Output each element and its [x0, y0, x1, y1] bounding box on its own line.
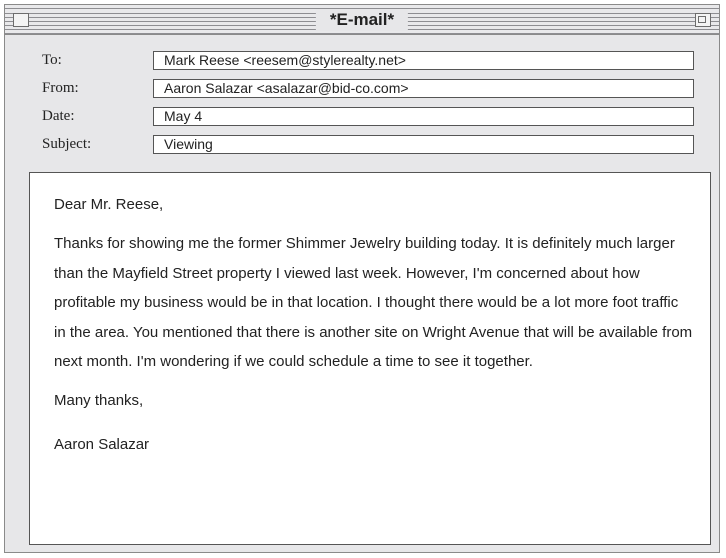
from-row [5, 79, 719, 101]
title-bar[interactable] [5, 5, 719, 35]
email-window [4, 4, 720, 553]
message-paragraph: Thanks for showing me the former Shimmer Jewelry building today. It is definitely much larger than the Mayfield Street property I viewed last week. However, I'm concerned about how profitable my business would be in that location. I thought there would be a lot more foot traffic in the area. You mentioned that there is another site on Wright Avenue that will be available from next month. I'm wondering if we could schedule a time to see it together. [54, 235, 693, 370]
to-label: To: [42, 52, 62, 68]
to-field[interactable]: Mark Reese <reesem@stylerealty.net> [153, 51, 694, 70]
close-box-icon[interactable] [13, 13, 29, 27]
from-label: From: [42, 80, 79, 96]
from-field[interactable]: Aaron Salazar <asalazar@bid-co.com> [153, 79, 694, 98]
subject-label: Subject: [42, 136, 92, 152]
subject-field[interactable]: Viewing [153, 135, 694, 154]
date-row [5, 107, 719, 129]
date-field[interactable]: May 4 [153, 107, 694, 126]
message-greeting: Dear Mr. Reese, [54, 196, 164, 213]
window-title: *E-mail* [316, 9, 408, 31]
date-label: Date: [42, 108, 75, 124]
to-row [5, 51, 719, 73]
message-body[interactable] [29, 172, 711, 545]
message-closing: Many thanks, [54, 391, 144, 409]
zoom-box-icon[interactable] [695, 13, 711, 27]
message-signature: Aaron Salazar [54, 435, 150, 453]
subject-row [5, 135, 719, 157]
